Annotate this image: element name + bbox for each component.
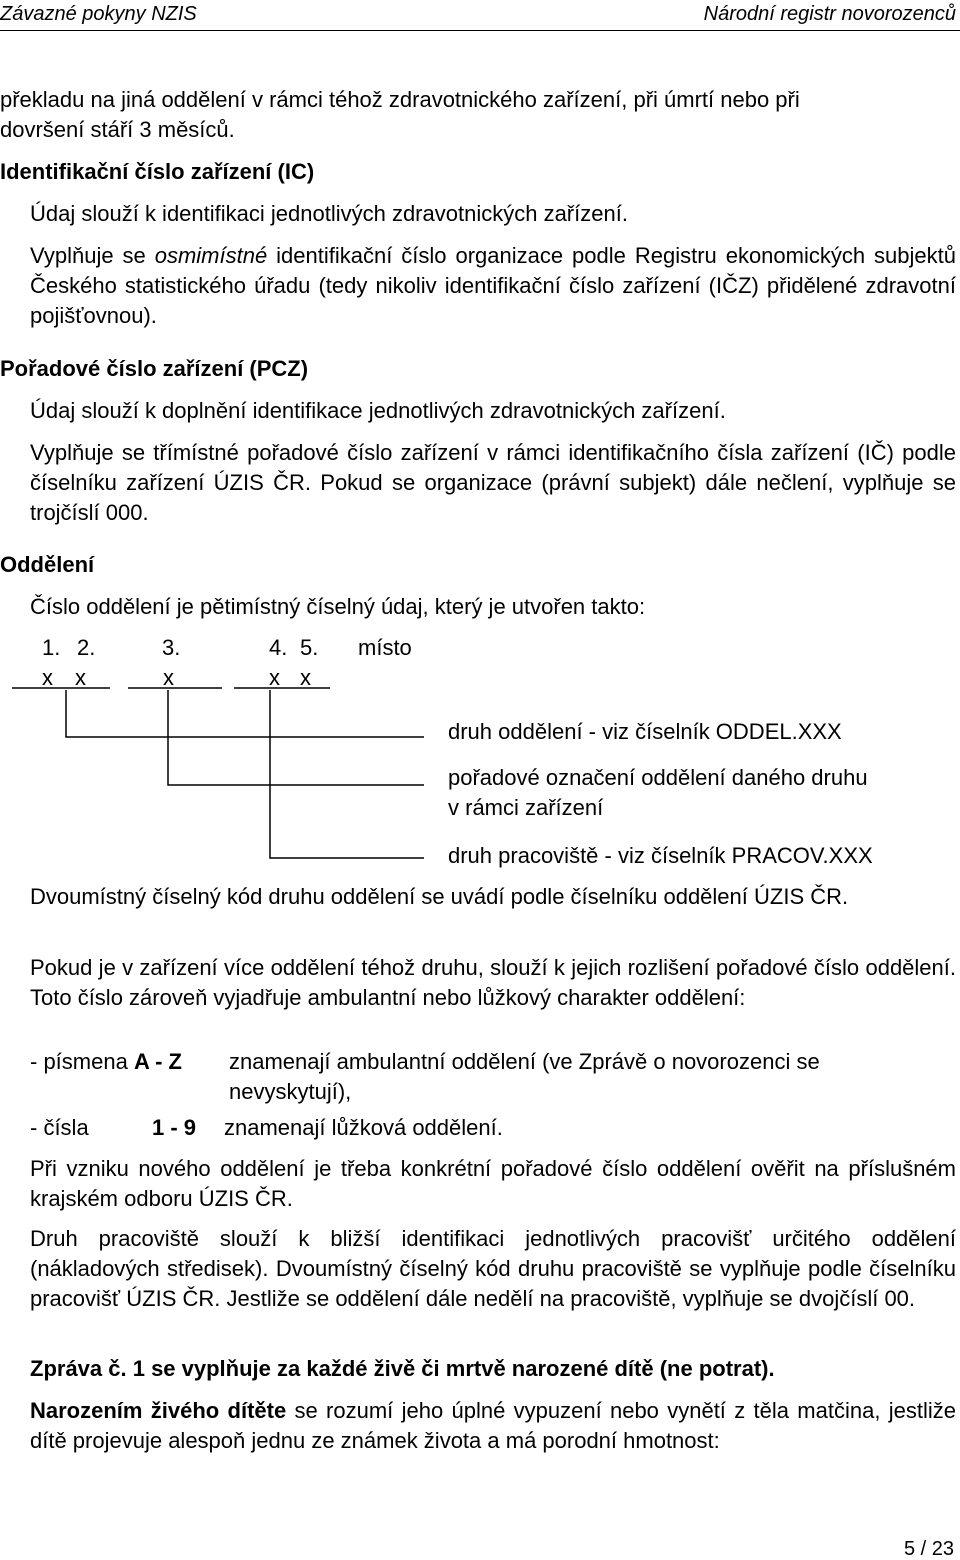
oddeleni-intro: Číslo oddělení je pětimístný číselný údaj, který je utvořen takto: xyxy=(30,594,646,619)
paragraph-continuation-line1: překladu na jiná oddělení v rámci téhož zdravotnického zařízení, při úmrtí nebo při xyxy=(0,87,800,112)
numbers-label: - čísla xyxy=(30,1115,89,1140)
numbers-range: 1 - 9 xyxy=(152,1115,197,1140)
placeholder-x-2: x xyxy=(75,665,86,690)
position-5: 5. xyxy=(300,635,319,660)
position-1: 1. xyxy=(42,635,61,660)
placeholder-x-3: x xyxy=(163,665,174,690)
connector-workplace-type xyxy=(270,690,424,858)
live-birth-text: se rozumí jeho úplné vypuzení nebo vynětí z těla matčina, jestliže dítě projevuje alespoň jednu ze známek života a má porodní hmotnost: xyxy=(30,1398,956,1453)
position-4: 4. xyxy=(269,635,288,660)
report-1-statement: Zpráva č. 1 se vyplňuje za každé živě či mrtvě narozené dítě (ne potrat). xyxy=(30,1356,775,1381)
two-digit-code-paragraph: Dvoumístný číselný kód druhu oddělení se uvádí podle číselníku oddělení ÚZIS ČR. xyxy=(30,884,849,909)
ic-text: Údaj slouží k identifikaci jednotlivých zdravotnických zařízení. xyxy=(30,201,628,226)
oddeleni-heading: Oddělení xyxy=(0,552,95,577)
placeholder-x-4: x xyxy=(269,665,280,690)
pcz-text: Údaj slouží k doplnění identifikace jednotlivých zdravotnických zařízení. xyxy=(30,398,726,423)
new-department-paragraph: Při vzniku nového oddělení je třeba konkrétní pořadové číslo oddělení ověřit na příslušném krajském odboru ÚZIS ČR. xyxy=(30,1156,956,1211)
placeholder-x-5: x xyxy=(300,665,311,690)
ic-fill-post: identifikační číslo organizace podle Registru ekonomických subjektů Českého statistického úřadu (tedy nikoliv identifikační číslo zařízení (IČZ) přidělené zdravotní pojišťovnou). xyxy=(30,243,956,328)
label-workplace-type: druh pracoviště - viz číselník PRACOV.XXX xyxy=(448,843,873,868)
letters-text-line2: nevyskytují), xyxy=(229,1079,352,1104)
ic-fill-pre: Vyplňuje se xyxy=(30,243,155,268)
live-birth-definition xyxy=(30,1396,956,1456)
label-order-number-line2: v rámci zařízení xyxy=(448,795,604,820)
place-label: místo xyxy=(358,635,412,660)
multiple-departments-paragraph: Pokud je v zařízení více oddělení téhož druhu, slouží k jejich rozlišení pořadové číslo oddělení. Toto číslo zároveň vyjadřuje ambulantní nebo lůžkový charakter oddělení: xyxy=(30,955,956,1010)
header-right: Národní registr novorozenců xyxy=(703,3,956,25)
pcz-heading: Pořadové číslo zařízení (PCZ) xyxy=(0,356,309,381)
live-birth-term: Narozením živého dítěte xyxy=(30,1398,287,1423)
pcz-fill-paragraph: Vyplňuje se třímístné pořadové číslo zařízení v rámci identifikačního čísla zařízení (IČ) podle číselníku zařízení ÚZIS ČR. Pokud se organizace (právní subjekt) dále nečlení, vyplňuje se trojčíslí 000. xyxy=(30,440,956,525)
paragraph-continuation-line2: dovršení stáří 3 měsíců. xyxy=(0,117,235,142)
ic-heading: Identifikační číslo zařízení (IC) xyxy=(0,159,315,184)
letters-text-line1: znamenají ambulantní oddělení (ve Zprávě o novorozenci se xyxy=(229,1049,820,1074)
header-left: Závazné pokyny NZIS xyxy=(0,3,197,25)
position-3: 3. xyxy=(162,635,181,660)
ic-fill-emphasis: osmimístné xyxy=(154,243,268,268)
page-number: 5 / 23 xyxy=(903,1538,954,1560)
connector-department-type xyxy=(66,690,424,737)
numbers-text: znamenají lůžková oddělení. xyxy=(224,1115,503,1140)
label-department-type: druh oddělení - viz číselník ODDEL.XXX xyxy=(448,719,842,744)
position-2: 2. xyxy=(77,635,96,660)
workplace-type-paragraph: Druh pracoviště slouží k bližší identifikaci jednotlivých pracovišť určitého oddělení (nákladových středisek). Dvoumístný číselný kód druhu pracoviště se vyplňuje podle číselníku pracovišť ÚZIS ČR. Jestliže se oddělení dále nedělí na pracoviště, vyplňuje se dvojčíslí 00. xyxy=(30,1226,956,1311)
label-order-number-line1: pořadové označení oddělení daného druhu xyxy=(448,765,868,790)
letters-label: - písmena A - Z xyxy=(30,1049,182,1074)
placeholder-x-1: x xyxy=(42,665,53,690)
